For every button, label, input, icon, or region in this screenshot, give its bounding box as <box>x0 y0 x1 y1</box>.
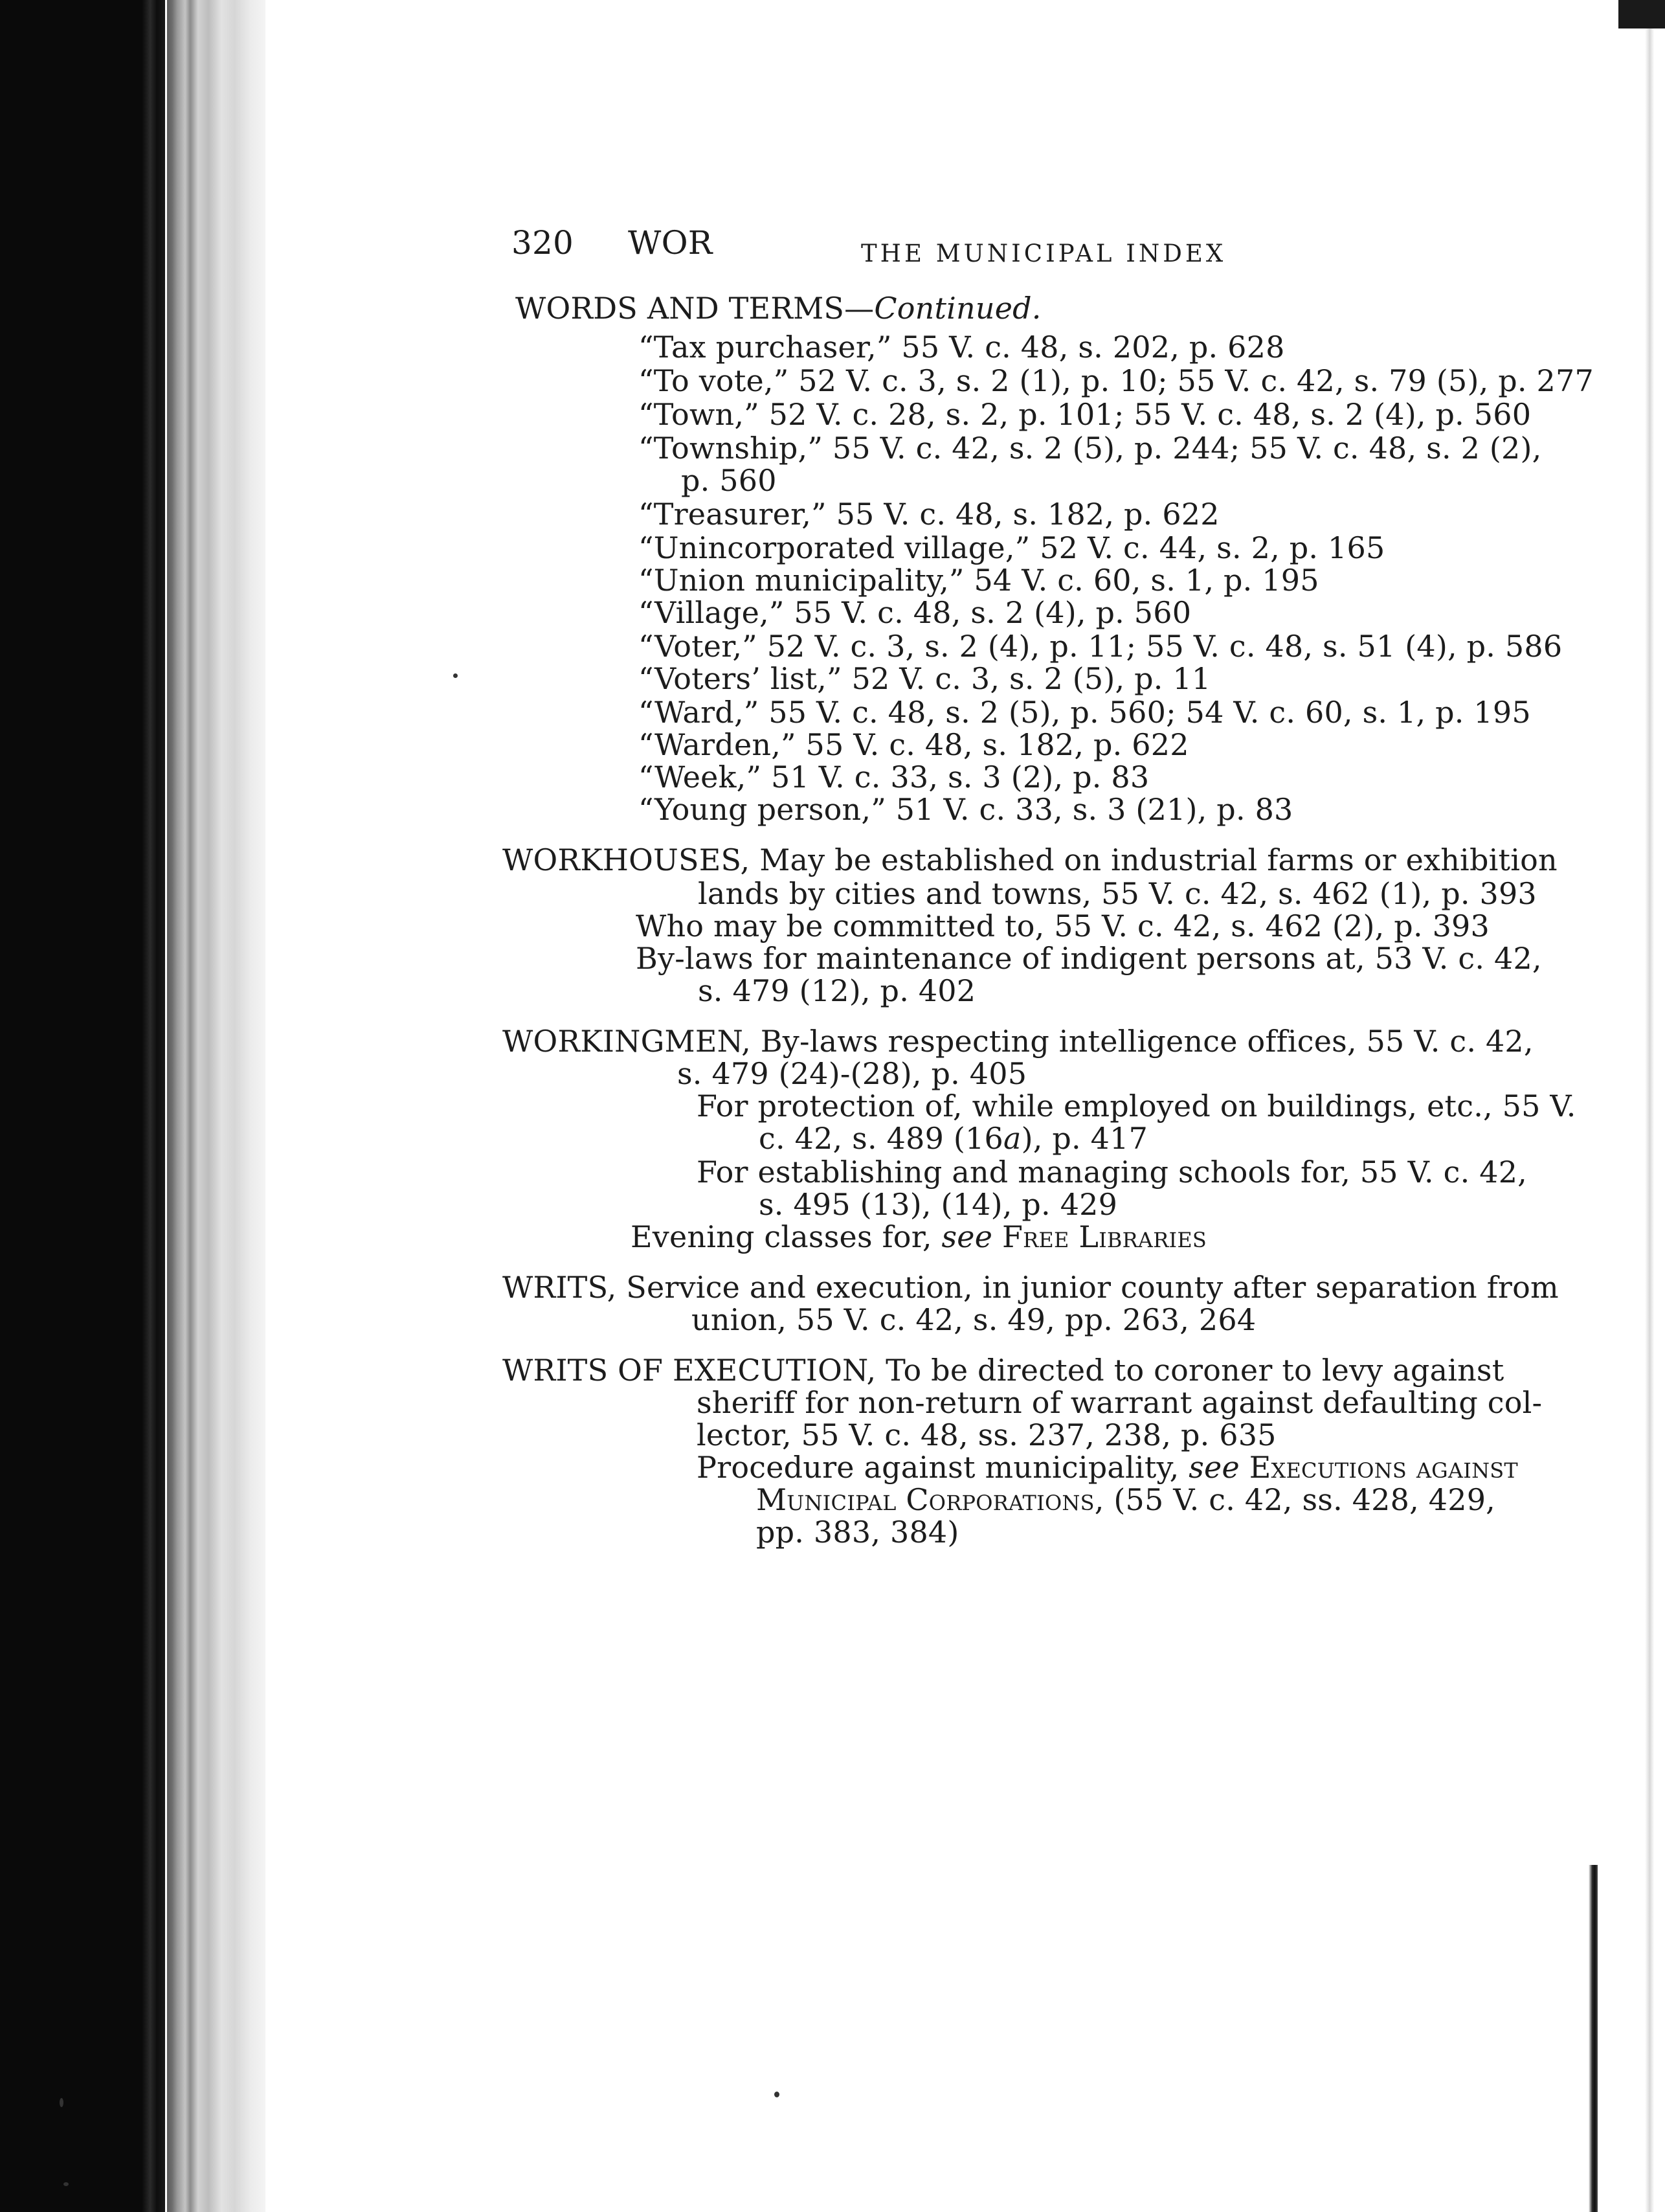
index-subentry: “Town,” 52 V. c. 28, s. 2, p. 101; 55 V. c. 48, s. 2 (4), p. 560 <box>638 397 1532 432</box>
index-continuation: s. 479 (12), p. 402 <box>698 973 976 1008</box>
index-subentry: Procedure against municipality, see Executions against <box>697 1450 1518 1485</box>
index-subentry: By-laws for maintenance of indigent persons at, 53 V. c. 42, <box>636 941 1542 976</box>
index-entry-heading: WORKHOUSES, May be established on industrial farms or exhibition <box>502 842 1558 877</box>
index-subentry: Who may be committed to, 55 V. c. 42, s. 462 (2), p. 393 <box>636 909 1490 943</box>
index-subentry: “Young person,” 51 V. c. 33, s. 3 (21), p. 83 <box>638 792 1293 827</box>
index-continuation: c. 42, s. 489 (16a), p. 417 <box>759 1121 1148 1156</box>
index-subentry: For establishing and managing schools for, 55 V. c. 42, <box>697 1155 1527 1190</box>
index-entry-heading: WORDS AND TERMS—Continued. <box>515 291 1042 326</box>
running-head-word: WOR <box>628 224 713 262</box>
index-subentry: “Week,” 51 V. c. 33, s. 3 (2), p. 83 <box>638 760 1150 795</box>
index-continuation: lector, 55 V. c. 48, ss. 237, 238, p. 635 <box>697 1417 1277 1452</box>
index-continuation: union, 55 V. c. 42, s. 49, pp. 263, 264 <box>691 1302 1257 1337</box>
index-subentry: “Ward,” 55 V. c. 48, s. 2 (5), p. 560; 54 V. c. 60, s. 1, p. 195 <box>638 695 1531 730</box>
index-continuation: pp. 383, 384) <box>756 1515 959 1550</box>
index-subentry: For protection of, while employed on buildings, etc., 55 V. <box>697 1089 1576 1123</box>
index-subentry: “To vote,” 52 V. c. 3, s. 2 (1), p. 10; 55 V. c. 42, s. 79 (5), p. 277 <box>638 363 1594 398</box>
running-title: THE MUNICIPAL INDEX <box>861 240 1227 267</box>
index-continuation: s. 495 (13), (14), p. 429 <box>759 1187 1118 1222</box>
index-subentry: “Voter,” 52 V. c. 3, s. 2 (4), p. 11; 55 V. c. 48, s. 51 (4), p. 586 <box>638 629 1563 664</box>
index-subentry: Evening classes for, see Free Libraries <box>631 1219 1207 1254</box>
index-subentry: “Unincorporated village,” 52 V. c. 44, s. 2, p. 165 <box>638 530 1385 565</box>
index-continuation: Municipal Corporations, (55 V. c. 42, ss. 428, 429, <box>756 1482 1495 1517</box>
index-entry-heading: WORKINGMEN, By-laws respecting intelligence offices, 55 V. c. 42, <box>502 1024 1534 1059</box>
page-number: 320 <box>511 224 574 262</box>
index-subentry: “Village,” 55 V. c. 48, s. 2 (4), p. 560 <box>638 595 1192 630</box>
index-subentry: “Township,” 55 V. c. 42, s. 2 (5), p. 244; 55 V. c. 48, s. 2 (2), <box>638 431 1542 466</box>
index-subentry: “Tax purchaser,” 55 V. c. 48, s. 202, p. 628 <box>638 330 1285 365</box>
index-subentry: “Union municipality,” 54 V. c. 60, s. 1, p. 195 <box>638 563 1319 598</box>
index-entry-heading: WRITS OF EXECUTION, To be directed to coroner to levy against <box>502 1353 1504 1388</box>
index-subentry: “Warden,” 55 V. c. 48, s. 182, p. 622 <box>638 727 1189 762</box>
index-continuation: sheriff for non-return of warrant against defaulting col- <box>697 1385 1543 1420</box>
index-subentry: “Treasurer,” 55 V. c. 48, s. 182, p. 622 <box>638 497 1220 532</box>
index-continuation: p. 560 <box>681 463 777 498</box>
index-continuation: s. 479 (24)-(28), p. 405 <box>677 1056 1027 1091</box>
index-entry-heading: WRITS, Service and execution, in junior county after separation from <box>502 1270 1559 1305</box>
index-continuation: lands by cities and towns, 55 V. c. 42, s. 462 (1), p. 393 <box>698 876 1537 911</box>
index-subentry: “Voters’ list,” 52 V. c. 3, s. 2 (5), p. 11 <box>638 661 1211 696</box>
